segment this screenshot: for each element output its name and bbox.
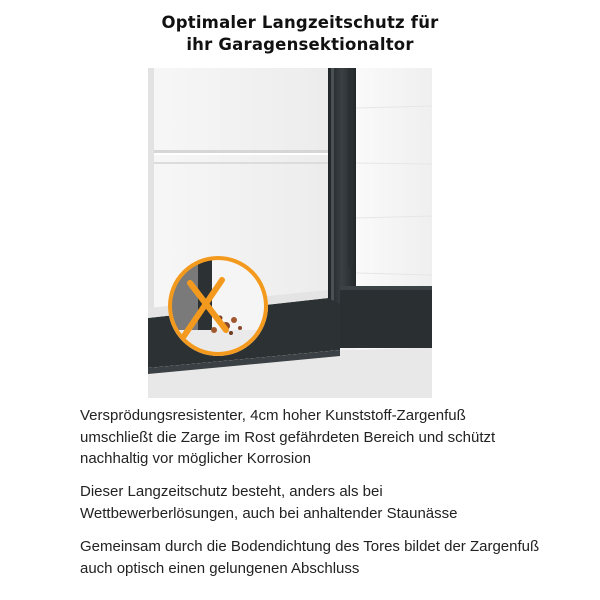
paragraph-3: Gemeinsam durch die Bodendichtung des Tores bildet der Zargenfuß auch optisch einen gelungenen Abschluss [80, 538, 540, 577]
title-line-2: ihr Garagensektionaltor [186, 35, 414, 54]
paragraph-2: Dieser Langzeitschutz besteht, anders als bei Wettbewerberlösungen, auch bei anhaltender Staunässe [80, 483, 458, 522]
page-title [0, 12, 600, 56]
garage-frame-illustration [148, 68, 432, 398]
title-line-1: Optimaler Langzeitschutz für [161, 13, 439, 32]
product-photo [148, 68, 432, 398]
paragraph-1: Versprödungsresistenter, 4cm hoher Kunststoff-Zargenfuß umschließt die Zarge im Rost gefährdeten Bereich und schützt nachhaltig vor möglicher Korrosion [80, 407, 496, 467]
